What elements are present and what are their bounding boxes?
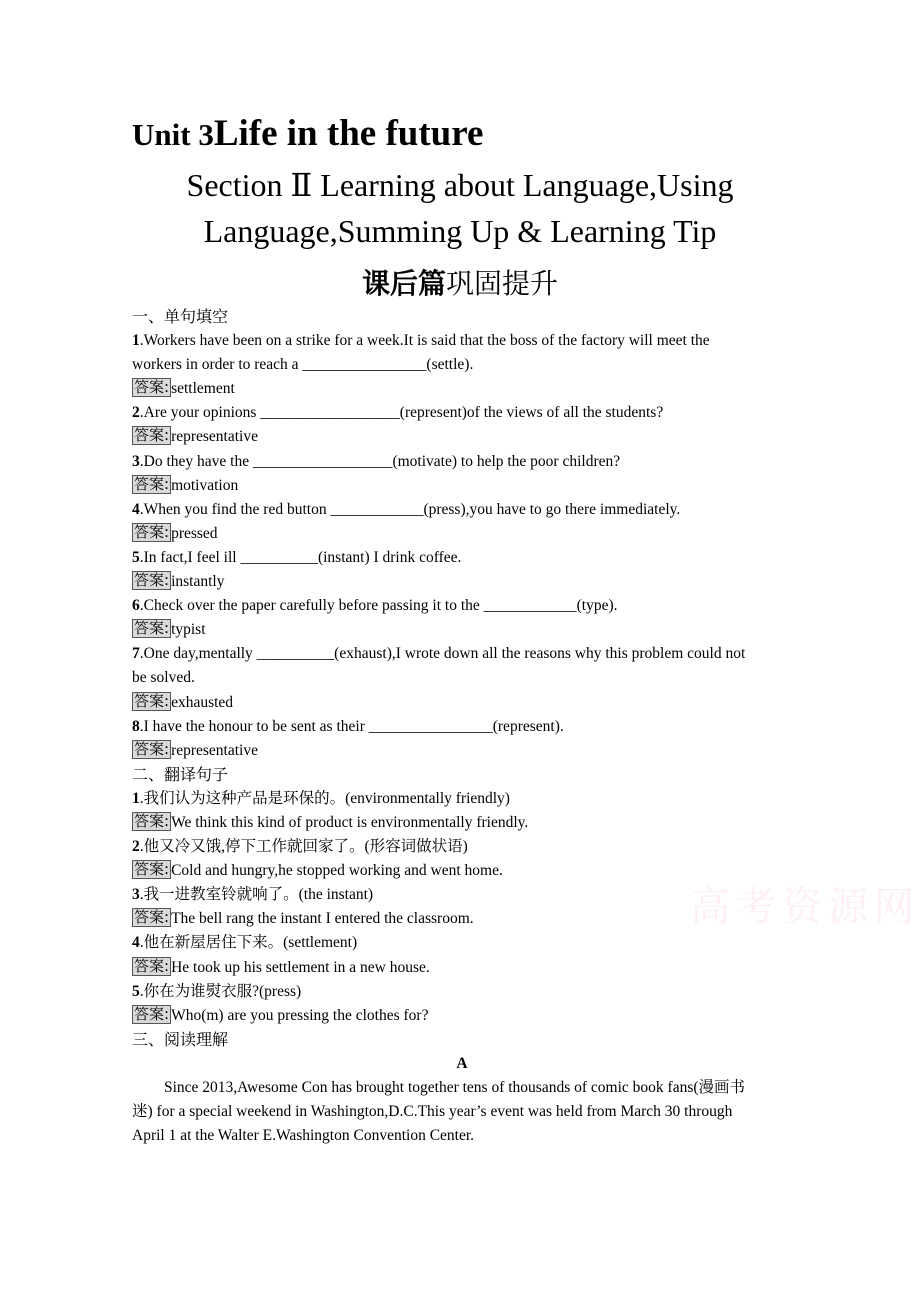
question-number: 7 <box>132 645 140 663</box>
question-line <box>132 787 792 811</box>
answer-line <box>132 956 792 980</box>
question-text: .你在为谁熨衣服?(press) <box>139 982 302 1000</box>
question-line <box>132 353 792 377</box>
question-number: 4 <box>132 500 140 518</box>
question-line <box>132 980 792 1004</box>
subtitle-rest: 巩固提升 <box>446 267 559 300</box>
answer-label: 答案: <box>134 1004 170 1023</box>
question-number: 8 <box>132 717 140 735</box>
answer-label: 答案: <box>134 860 170 879</box>
answer-text: representative <box>171 428 258 446</box>
passage-line: April 1 at the Walter E.Washington Convention Center. <box>132 1127 475 1145</box>
answer-line <box>132 425 792 449</box>
question-line <box>132 642 792 666</box>
question-line <box>132 835 792 859</box>
answer-label: 答案: <box>134 908 170 927</box>
answer-line <box>132 522 792 546</box>
answer-line <box>132 377 792 401</box>
question-line <box>132 715 792 739</box>
subtitle-bold: 课后篇 <box>361 267 446 300</box>
answer-label: 答案: <box>134 426 170 445</box>
question-number: 5 <box>132 548 140 566</box>
question-text: .我一进教室铃就响了。(the instant) <box>139 886 374 904</box>
answer-label: 答案: <box>134 522 170 541</box>
question-line <box>132 931 792 955</box>
answer-text: settlement <box>171 380 235 398</box>
answer-text: Who(m) are you pressing the clothes for? <box>171 1006 429 1024</box>
unit-name: Life in the future <box>213 113 484 154</box>
answer-text: Cold and hungry,he stopped working and went home. <box>171 862 503 880</box>
question-line <box>132 450 792 474</box>
answer-label: 答案: <box>134 619 170 638</box>
question-text: .One day,mentally __________(exhaust),I wrote down all the reasons why this problem could not <box>139 645 746 663</box>
answer-text: instantly <box>171 573 225 591</box>
question-text: .Do they have the __________________(motivate) to help the poor children? <box>139 452 621 470</box>
answer-label: 答案: <box>134 956 170 975</box>
subtitle <box>0 262 920 302</box>
question-line <box>132 666 792 690</box>
unit-title <box>132 112 483 155</box>
question-line <box>132 594 792 618</box>
answer-line <box>132 570 792 594</box>
question-line <box>132 498 792 522</box>
answer-line <box>132 811 792 835</box>
section-heading: 二、翻译句子 <box>132 764 229 784</box>
question-number: 3 <box>132 886 140 904</box>
question-number: 2 <box>132 404 140 422</box>
unit-number: Unit 3 <box>132 117 214 152</box>
question-text: .I have the honour to be sent as their ________________(represent). <box>139 717 564 735</box>
question-line <box>132 401 792 425</box>
answer-text: We think this kind of product is environmentally friendly. <box>171 813 529 831</box>
answer-label: 答案: <box>134 474 170 493</box>
question-number: 1 <box>132 789 140 807</box>
section-title-line1: Section Ⅱ Learning about Language,Using <box>186 167 734 203</box>
question-number: 5 <box>132 982 140 1000</box>
question-number: 2 <box>132 838 140 856</box>
question-text: .Check over the paper carefully before passing it to the ____________(type). <box>139 597 618 615</box>
answer-text: He took up his settlement in a new house. <box>171 958 430 976</box>
watermark: 高考资源网 <box>690 884 920 930</box>
passage-line: Since 2013,Awesome Con has brought together tens of thousands of comic book fans(漫画书 <box>164 1079 746 1096</box>
answer-label: 答案: <box>134 811 170 830</box>
answer-label: 答案: <box>134 739 170 758</box>
question-number: 1 <box>132 332 140 350</box>
section-heading: 一、单句填空 <box>132 307 229 326</box>
answer-text: pressed <box>171 524 218 542</box>
question-line <box>132 546 792 570</box>
question-text: .In fact,I feel ill __________(instant) I drink coffee. <box>139 548 462 566</box>
answer-label: 答案: <box>134 691 170 710</box>
answer-line <box>132 739 792 763</box>
section-heading: 三、阅读理解 <box>132 1029 229 1049</box>
question-number: 3 <box>132 452 140 470</box>
answer-line <box>132 474 792 498</box>
passage-line: 迷) for a special weekend in Washington,D.C.This year’s event was held from March 30 through <box>132 1103 733 1121</box>
question-text: .Workers have been on a strike for a week.It is said that the boss of the factory will meet the <box>139 332 710 350</box>
answer-line <box>132 691 792 715</box>
answer-text: representative <box>171 741 258 759</box>
answer-text: The bell rang the instant I entered the classroom. <box>171 910 474 928</box>
question-text: .Are your opinions __________________(represent)of the views of all the students? <box>139 404 664 422</box>
question-line <box>132 329 792 353</box>
question-text: .他又冷又饿,停下工作就回家了。(形容词做状语) <box>139 838 468 856</box>
passage-label: A <box>456 1054 468 1072</box>
answer-text: exhausted <box>171 693 234 711</box>
question-text: be solved. <box>132 669 195 687</box>
answer-text: typist <box>171 621 206 639</box>
answer-label: 答案: <box>134 571 170 590</box>
answer-line <box>132 1004 792 1028</box>
exercise-body <box>132 305 792 1148</box>
section-title-line2: Language,Summing Up & Learning Tip <box>203 213 717 249</box>
answer-label: 答案: <box>134 378 170 397</box>
question-text: workers in order to reach a ________________(settle). <box>132 356 474 374</box>
question-text: .When you find the red button ____________(press),you have to go there immediately. <box>139 500 681 518</box>
question-number: 4 <box>132 934 140 952</box>
answer-text: motivation <box>171 476 239 494</box>
question-text: .他在新屋居住下来。(settlement) <box>139 934 358 952</box>
question-number: 6 <box>132 597 140 615</box>
answer-line <box>132 618 792 642</box>
question-text: .我们认为这种产品是环保的。(environmentally friendly) <box>139 789 510 807</box>
